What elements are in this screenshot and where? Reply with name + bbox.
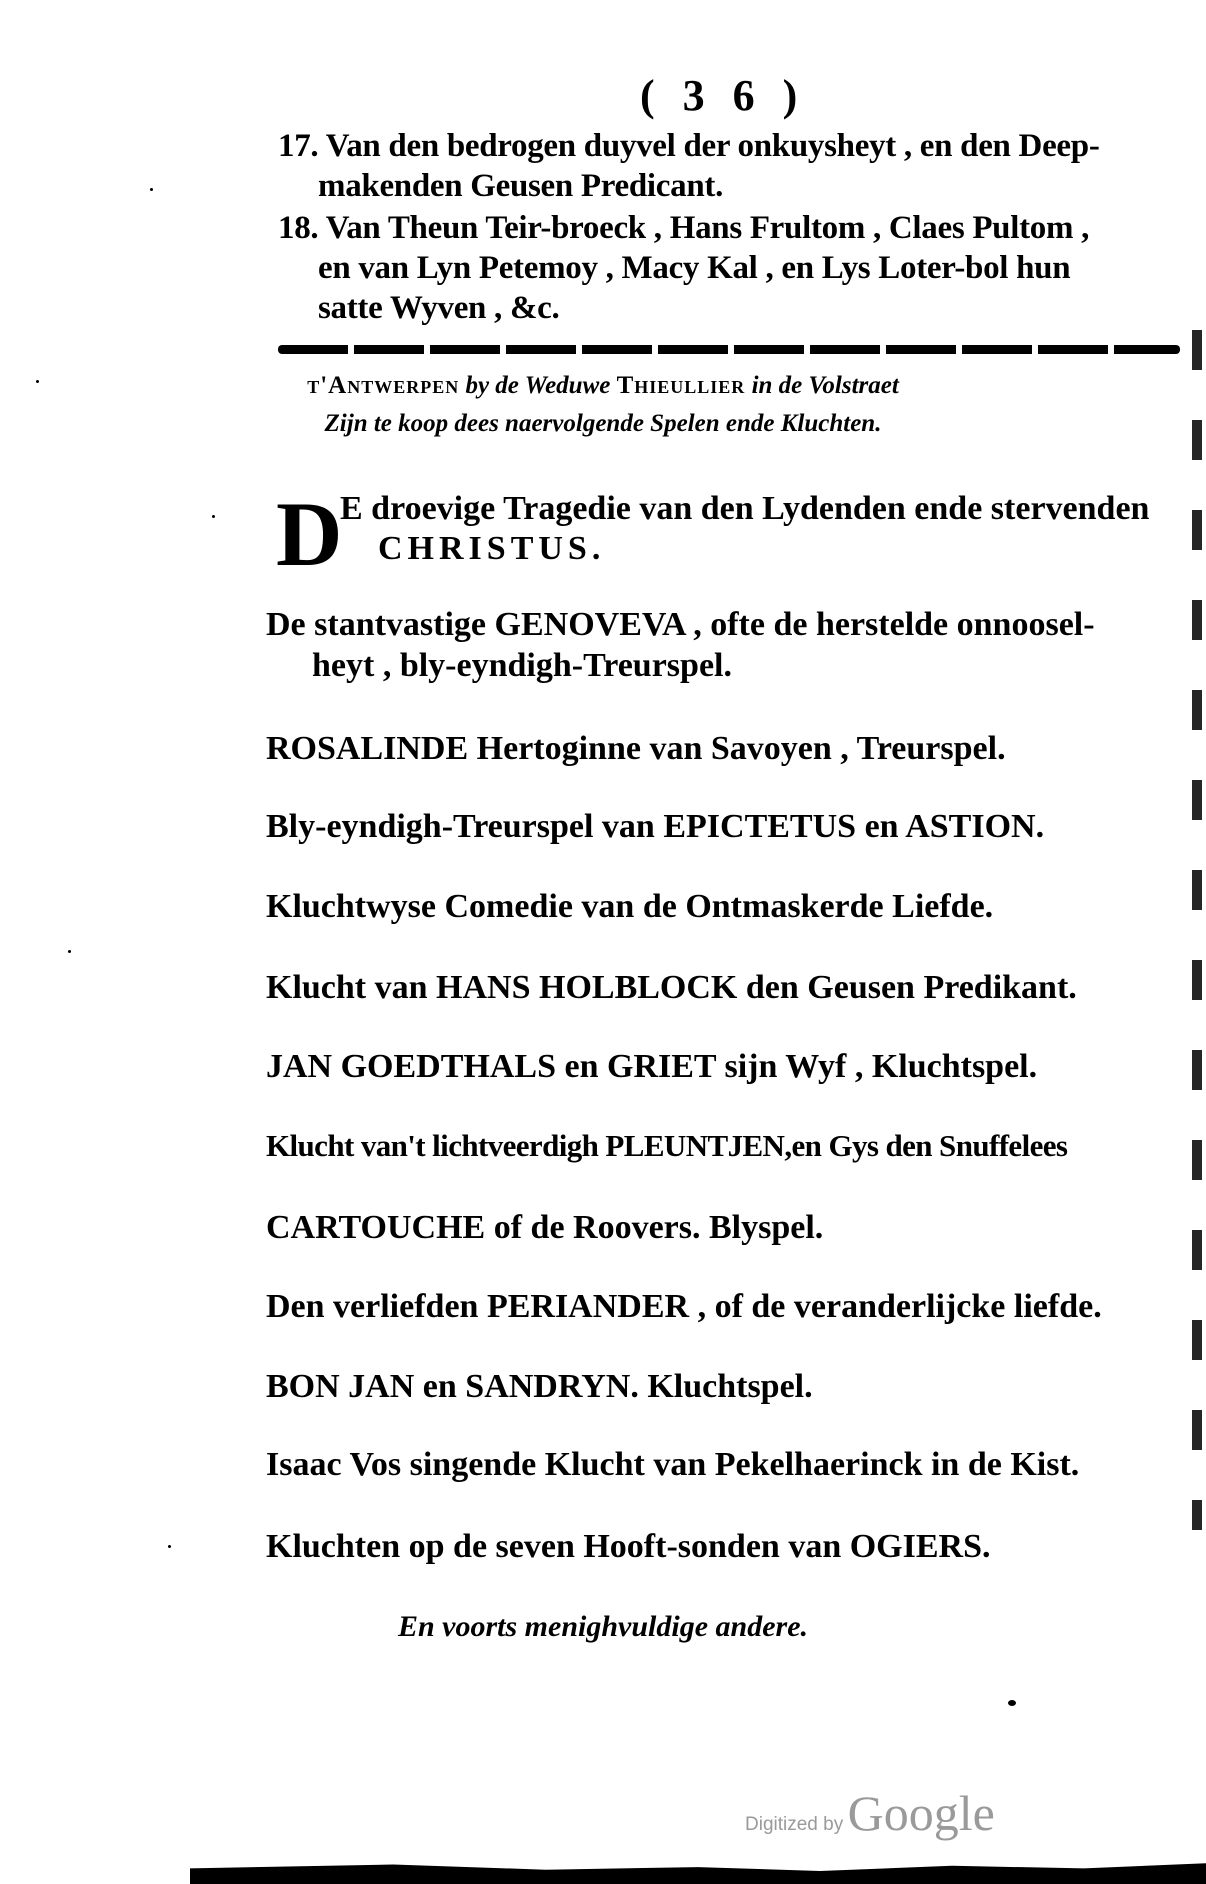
imprint-by: by de Weduwe xyxy=(465,372,611,399)
list-item-18-cont2: satte Wyven , &c. xyxy=(318,290,560,326)
scan-speck xyxy=(1008,1700,1016,1706)
entry-epictetus: Bly-eyndigh-Treurspel van EPICTETUS en ASTION. xyxy=(266,808,1045,845)
entry-ogiers: Kluchten op de seven Hooft-sonden van OGIERS. xyxy=(266,1528,991,1565)
closing-line: En voorts menighvuldige andere. xyxy=(397,1610,809,1643)
entry-bon-jan: BON JAN en SANDRYN. Kluchtspel. xyxy=(266,1368,813,1405)
ornamental-rule xyxy=(278,345,1180,354)
list-item-17-cont: makenden Geusen Predicant. xyxy=(318,168,724,204)
entry-genoveva: De stantvastige GENOVEVA , ofte de herstelde onnoosel- xyxy=(266,606,1095,643)
item-text: Van den bedrogen duyvel der onkuysheyt , en den Deep- xyxy=(325,128,1100,164)
entry-pekelhaerinck: Isaac Vos singende Klucht van Pekelhaerinck in de Kist. xyxy=(266,1446,1080,1483)
google-logo: Google xyxy=(847,1785,995,1841)
entry-christus-line-1: E droevige Tragedie van den Lydenden ende stervenden xyxy=(340,490,1150,527)
entry-jan-goedthals: JAN GOEDTHALS en GRIET sijn Wyf , Kluchtspel. xyxy=(266,1048,1038,1085)
list-item-17 xyxy=(278,128,1100,165)
entry-rosalinde: ROSALINDE Hertoginne van Savoyen , Treurspel. xyxy=(266,730,1006,767)
scan-speck xyxy=(68,950,71,953)
list-item-18-cont: en van Lyn Petemoy , Macy Kal , en Lys Loter-bol hun xyxy=(318,250,1071,286)
list-item-18 xyxy=(278,210,1089,247)
item-text: Van Theun Teir-broeck , Hans Frultom , Claes Pultom , xyxy=(325,210,1090,246)
page-edge-shadow xyxy=(1192,330,1202,1530)
entry-periander: Den verliefden PERIANDER , of de veranderlijcke liefde. xyxy=(266,1288,1102,1325)
scan-speck xyxy=(36,380,39,383)
scan-bottom-edge xyxy=(190,1858,1206,1884)
drop-cap: D xyxy=(276,483,343,585)
paren-close: ) xyxy=(782,71,826,120)
scan-speck xyxy=(212,515,215,518)
digitized-by-google-watermark xyxy=(745,1784,995,1842)
entry-cartouche: CARTOUCHE of de Roovers. Blyspel. xyxy=(266,1209,824,1246)
scan-speck xyxy=(150,188,153,191)
imprint-line-1 xyxy=(0,372,1206,400)
entry-ontmaskerde-liefde: Kluchtwyse Comedie van de Ontmaskerde Liefde. xyxy=(266,888,994,925)
imprint-printer: Thieullier xyxy=(616,372,746,399)
entry-genoveva-cont: heyt , bly-eyndigh-Treurspel. xyxy=(312,647,732,684)
watermark-prefix: Digitized by xyxy=(745,1814,844,1835)
entry-christus-line-2: CHRISTUS. xyxy=(378,530,606,567)
item-number: 17. xyxy=(278,128,319,164)
imprint-line-2 xyxy=(0,410,1206,438)
page-number xyxy=(640,70,825,121)
imprint-city: t'Antwerpen xyxy=(307,372,460,399)
imprint-sale-notice: Zijn te koop dees naervolgende Spelen ende Kluchten. xyxy=(324,410,882,437)
scan-speck xyxy=(168,1545,171,1548)
page-number-value: 36 xyxy=(682,71,783,120)
entry-hans-holblock: Klucht van HANS HOLBLOCK den Geusen Predikant. xyxy=(266,969,1077,1006)
paren-open: ( xyxy=(640,71,683,120)
item-number: 18. xyxy=(278,210,319,246)
entry-pleuntjen: Klucht van't lichtveerdigh PLEUNTJEN,en Gys den Snuffelees xyxy=(266,1128,1068,1163)
imprint-street: in de Volstraet xyxy=(751,372,899,399)
